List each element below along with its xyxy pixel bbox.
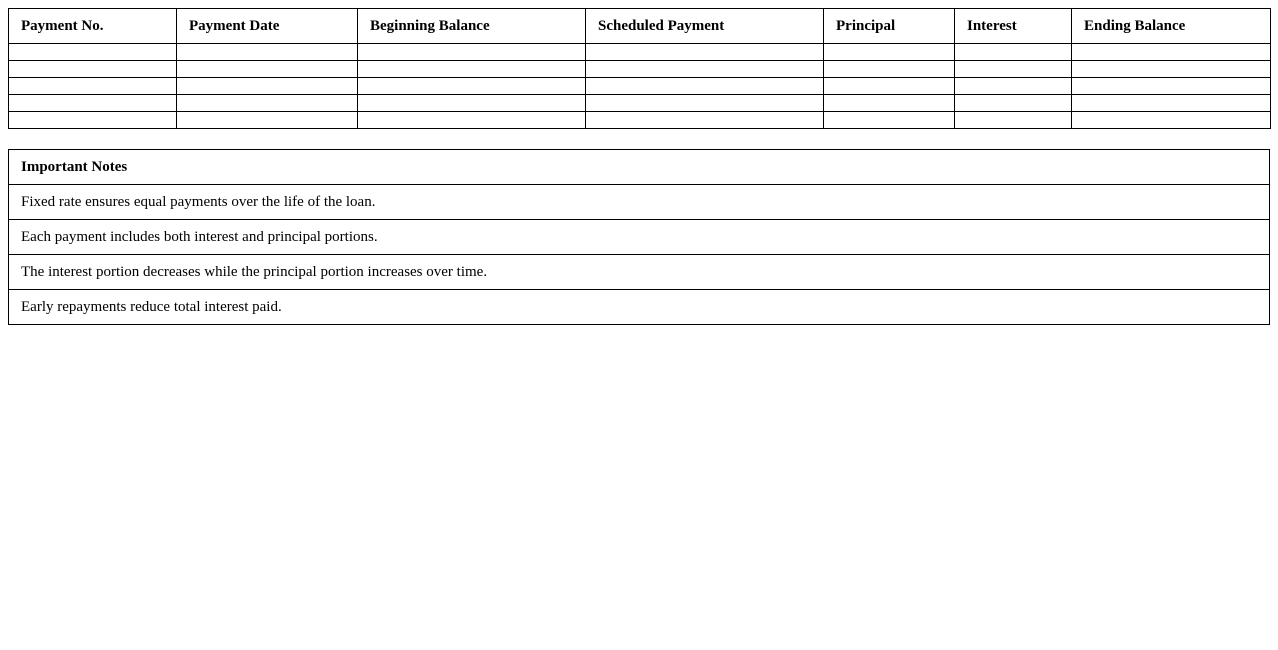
table-cell xyxy=(9,78,177,95)
table-cell xyxy=(1072,112,1271,129)
table-cell xyxy=(177,78,358,95)
table-row xyxy=(9,112,1271,129)
table-cell xyxy=(358,44,586,61)
table-cell xyxy=(1072,95,1271,112)
table-cell xyxy=(177,95,358,112)
column-header-ending-balance: Ending Balance xyxy=(1072,9,1271,44)
table-cell xyxy=(1072,78,1271,95)
table-row xyxy=(9,95,1271,112)
note-row xyxy=(9,290,1270,325)
table-cell xyxy=(358,61,586,78)
table-row xyxy=(9,44,1271,61)
table-cell xyxy=(955,44,1072,61)
table-header-row xyxy=(9,9,1271,44)
amortization-schedule-table xyxy=(8,8,1271,129)
table-cell xyxy=(586,112,824,129)
column-header-payment-date: Payment Date xyxy=(177,9,358,44)
table-cell xyxy=(1072,44,1271,61)
table-cell xyxy=(177,44,358,61)
table-cell xyxy=(586,78,824,95)
table-cell xyxy=(177,61,358,78)
table-row xyxy=(9,78,1271,95)
table-cell xyxy=(824,78,955,95)
table-cell xyxy=(177,112,358,129)
column-header-interest: Interest xyxy=(955,9,1072,44)
table-cell xyxy=(1072,61,1271,78)
table-cell xyxy=(955,78,1072,95)
table-cell xyxy=(586,44,824,61)
note-row xyxy=(9,185,1270,220)
notes-title: Important Notes xyxy=(9,150,1270,185)
note-item: Each payment includes both interest and principal portions. xyxy=(9,220,1270,255)
column-header-principal: Principal xyxy=(824,9,955,44)
important-notes-table xyxy=(8,149,1270,325)
table-cell xyxy=(9,95,177,112)
table-cell xyxy=(955,95,1072,112)
table-cell xyxy=(358,95,586,112)
note-item: Fixed rate ensures equal payments over the life of the loan. xyxy=(9,185,1270,220)
table-cell xyxy=(586,95,824,112)
table-cell xyxy=(358,112,586,129)
table-cell xyxy=(9,44,177,61)
table-cell xyxy=(586,61,824,78)
column-header-beginning-balance: Beginning Balance xyxy=(358,9,586,44)
table-cell xyxy=(955,112,1072,129)
notes-header-row xyxy=(9,150,1270,185)
table-cell xyxy=(824,112,955,129)
table-cell xyxy=(9,112,177,129)
note-row xyxy=(9,220,1270,255)
table-cell xyxy=(955,61,1072,78)
table-cell xyxy=(824,44,955,61)
table-row xyxy=(9,61,1271,78)
table-cell xyxy=(824,61,955,78)
note-row xyxy=(9,255,1270,290)
note-item: Early repayments reduce total interest paid. xyxy=(9,290,1270,325)
note-item: The interest portion decreases while the principal portion increases over time. xyxy=(9,255,1270,290)
table-cell xyxy=(358,78,586,95)
table-cell xyxy=(824,95,955,112)
column-header-payment-no: Payment No. xyxy=(9,9,177,44)
table-cell xyxy=(9,61,177,78)
column-header-scheduled-payment: Scheduled Payment xyxy=(586,9,824,44)
